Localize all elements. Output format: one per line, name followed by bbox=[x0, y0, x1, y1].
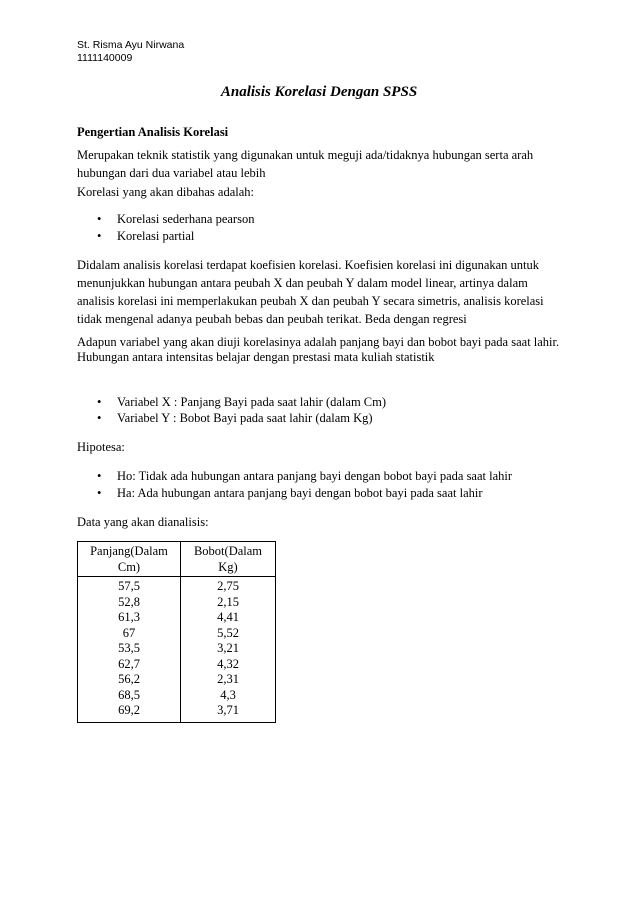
hypothesis-label: Hipotesa: bbox=[77, 440, 125, 454]
cell-weight: 2,31 bbox=[181, 672, 276, 688]
table-row bbox=[78, 672, 276, 688]
variables-intro-line-1: Adapun variabel yang akan diuji korelasinya adalah panjang bayi dan bobot bayi pada saat lahir. bbox=[77, 335, 560, 349]
author-name: St. Risma Ayu Nirwana bbox=[77, 39, 185, 51]
cell-length: 61,3 bbox=[78, 610, 181, 626]
cell-length: 57,5 bbox=[78, 577, 181, 595]
table-row bbox=[78, 610, 276, 626]
cell-weight: 2,15 bbox=[181, 595, 276, 611]
table-header-length: Panjang(Dalam Cm) bbox=[78, 542, 181, 577]
cell-length: 62,7 bbox=[78, 657, 181, 673]
list-item-type-2: • Korelasi partial bbox=[117, 229, 194, 244]
cell-length: 56,2 bbox=[78, 672, 181, 688]
document-title: Analisis Korelasi Dengan SPSS bbox=[220, 84, 418, 100]
table-row bbox=[78, 577, 276, 595]
list-item-hypothesis-ha: • Ha: Ada hubungan antara panjang bayi dengan bobot bayi pada saat lahir bbox=[117, 486, 483, 501]
cell-length: 52,8 bbox=[78, 595, 181, 611]
cell-weight: 5,52 bbox=[181, 626, 276, 642]
cell-length: 69,2 bbox=[78, 703, 181, 722]
list-item-variable-y: • Variabel Y : Bobot Bayi pada saat lahir (dalam Kg) bbox=[117, 411, 373, 426]
cell-weight: 4,32 bbox=[181, 657, 276, 673]
cell-length: 68,5 bbox=[78, 688, 181, 704]
table-row bbox=[78, 595, 276, 611]
definition-paragraph: Merupakan teknik statistik yang digunakan untuk meguji ada/tidaknya hubungan serta arah hubungan dari dua variabel atau lebih bbox=[77, 148, 534, 180]
data-label: Data yang akan dianalisis: bbox=[77, 515, 209, 529]
author-id: 1111140009 bbox=[77, 52, 133, 64]
table-row bbox=[78, 703, 276, 722]
table-row bbox=[78, 626, 276, 642]
data-table bbox=[77, 541, 276, 723]
types-intro: Korelasi yang akan dibahas adalah: bbox=[77, 185, 255, 199]
document-header bbox=[77, 39, 184, 65]
cell-length: 67 bbox=[78, 626, 181, 642]
cell-weight: 3,21 bbox=[181, 641, 276, 657]
table-row bbox=[78, 688, 276, 704]
variables-intro bbox=[77, 335, 567, 365]
cell-length: 53,5 bbox=[78, 641, 181, 657]
list-item-variable-x: • Variabel X : Panjang Bayi pada saat lahir (dalam Cm) bbox=[117, 395, 386, 410]
cell-weight: 3,71 bbox=[181, 703, 276, 722]
list-item-type-1: • Korelasi sederhana pearson bbox=[117, 212, 254, 227]
table-row bbox=[78, 641, 276, 657]
list-item-hypothesis-ho: • Ho: Tidak ada hubungan antara panjang bayi dengan bobot bayi pada saat lahir bbox=[117, 469, 512, 484]
cell-weight: 4,3 bbox=[181, 688, 276, 704]
coefficient-paragraph: Didalam analisis korelasi terdapat koefisien korelasi. Koefisien korelasi ini digunakan untuk menunjukkan hubungan antara peubah X dan peubah Y dalam model linear, artinya dalam analisis korelasi ini memperlakukan peubah X dan peubah Y secara simetris, analisis korelasi tidak mengenal adanya peubah bebas dan peubah terikat. Beda dengan regresi bbox=[77, 258, 544, 326]
table-header-weight: Bobot(Dalam Kg) bbox=[181, 542, 276, 577]
cell-weight: 2,75 bbox=[181, 577, 276, 595]
section-heading: Pengertian Analisis Korelasi bbox=[77, 125, 229, 139]
variables-intro-line-2: Hubungan antara intensitas belajar dengan prestasi mata kuliah statistik bbox=[77, 350, 435, 364]
table-row bbox=[78, 657, 276, 673]
table-header-row bbox=[78, 542, 276, 577]
cell-weight: 4,41 bbox=[181, 610, 276, 626]
